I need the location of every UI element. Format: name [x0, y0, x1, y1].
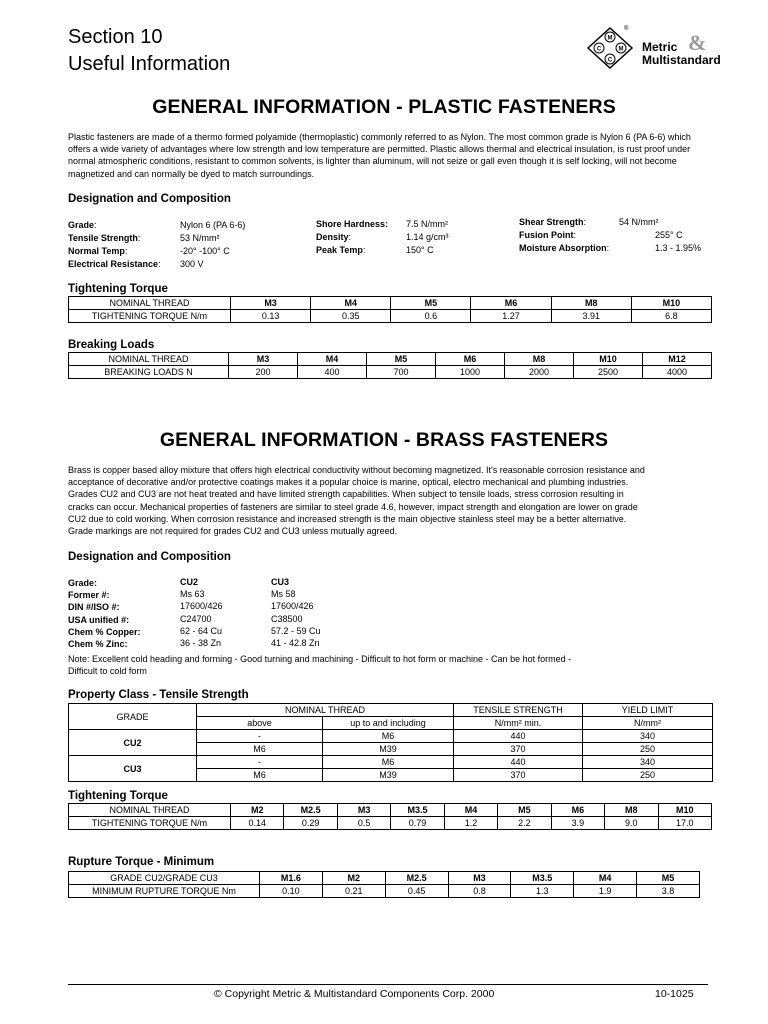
property-class-table	[68, 703, 713, 782]
table-cell: 0.21	[322, 885, 385, 898]
table-header-cell: M5	[498, 804, 551, 817]
table-header-row	[69, 804, 712, 817]
designation-item: Ms 63	[180, 589, 205, 600]
table-cell: 340	[583, 756, 713, 769]
table-cell: 370	[454, 769, 583, 782]
table-header-cell: M4	[444, 804, 497, 817]
table-row	[69, 756, 713, 769]
table-cell: 0.79	[391, 817, 444, 830]
intro-line: cracks can occur. Mechanical properties of fasteners are similar to steel grade 4.6, however, impact strength and elongation are lower on grade	[68, 501, 638, 512]
table-cell: 250	[583, 743, 713, 756]
table-header-cell: GRADE CU2/GRADE CU3	[69, 872, 260, 885]
table-cell: 3.9	[551, 817, 604, 830]
table-header-cell: M4	[298, 353, 367, 366]
property-label	[68, 232, 180, 245]
property-row	[68, 245, 245, 258]
logo-letter: C	[596, 46, 602, 53]
table-header-row	[69, 297, 712, 310]
property-label-text: Density	[316, 232, 349, 242]
table-row	[69, 366, 712, 379]
plastic-torque-heading: Tightening Torque	[68, 283, 168, 295]
property-label-text: Electrical Resistance	[68, 259, 159, 269]
property-label	[519, 229, 619, 242]
table-header-cell: M3	[448, 872, 511, 885]
table-row	[69, 730, 713, 743]
designation-item: 57.2 - 59 Cu	[271, 625, 321, 636]
designation-item: 41 - 42.8 Zn	[271, 637, 320, 648]
property-label	[68, 219, 180, 232]
table-header-cell: M10	[631, 297, 711, 310]
mcmc-diamond-icon	[584, 26, 640, 70]
property-label-text: Grade	[68, 220, 95, 230]
property-value: 1.3 - 1.95%	[655, 243, 702, 253]
plastic-props-col1	[68, 219, 245, 271]
table-header-cell: M8	[605, 804, 658, 817]
table-cell: 0.45	[385, 885, 448, 898]
table-header-cell: M8	[505, 353, 574, 366]
property-value: 53 N/mm²	[180, 233, 220, 243]
logo-letter: M	[618, 46, 624, 53]
copyright-text: © Copyright Metric & Multistandard Components Corp. 2000	[214, 988, 495, 1000]
table-cell: M6	[197, 769, 323, 782]
designation-item: Chem % Copper:	[68, 626, 141, 637]
brass-torque-table	[68, 803, 712, 830]
table-cell: 400	[298, 366, 367, 379]
grade-cell: CU2	[69, 730, 197, 756]
rupture-torque-heading: Rupture Torque - Minimum	[68, 856, 215, 868]
table-header-cell: M2	[322, 872, 385, 885]
table-row	[69, 817, 712, 830]
table-header-cell: M3	[337, 804, 390, 817]
intro-line: acceptance of decorative and/or protective coatings makes it a popular choice is marine, optical, electro mechanical and plumbing industries.	[68, 477, 629, 488]
brass-title: GENERAL INFORMATION - BRASS FASTENERS	[159, 429, 609, 451]
table-row	[69, 310, 712, 323]
designation-item: Ms 58	[271, 589, 296, 600]
table-header-cell: M12	[643, 353, 712, 366]
table-cell: 1.2	[444, 817, 497, 830]
property-value: 150° C	[406, 245, 434, 255]
table-cell: 6.8	[631, 310, 711, 323]
intro-line: Grades CU2 and CU3 are not heat treated and have limited strength capabilities. When subject to tensile loads, stress corrosion resulting in	[68, 489, 624, 500]
table-header-cell: NOMINAL THREAD	[69, 804, 231, 817]
grade-cell: CU3	[69, 756, 197, 782]
upto-header: up to and including	[323, 717, 454, 730]
table-cell: MINIMUM RUPTURE TORQUE Nm	[69, 885, 260, 898]
property-label	[68, 258, 180, 271]
brass-designation-heading: Designation and Composition	[68, 551, 231, 563]
table-cell: 370	[454, 743, 583, 756]
table-cell: 0.29	[284, 817, 337, 830]
registered-mark: ®	[624, 26, 629, 32]
table-header-cell: M5	[391, 297, 471, 310]
table-row	[69, 885, 700, 898]
above-header: above	[197, 717, 323, 730]
rupture-torque-table	[68, 871, 700, 898]
designation-item: CU2	[180, 577, 199, 587]
property-label	[68, 245, 180, 258]
table-cell: 250	[583, 769, 713, 782]
property-row	[68, 258, 245, 271]
property-sep: :	[573, 230, 577, 240]
property-sep: :	[583, 217, 587, 227]
company-logo	[584, 26, 754, 70]
property-label	[316, 218, 406, 231]
table-cell: 2.2	[498, 817, 551, 830]
table-cell: 0.14	[231, 817, 284, 830]
property-sep: :	[606, 243, 610, 253]
tensile-strength-header: TENSILE STRENGTH	[454, 704, 583, 717]
brass-designation-cu2	[180, 576, 223, 649]
table-cell: TIGHTENING TORQUE N/m	[69, 817, 231, 830]
plastic-designation-heading: Designation and Composition	[68, 193, 231, 205]
yield-unit: N/mm²	[583, 717, 713, 730]
table-header-row	[69, 872, 700, 885]
property-row	[316, 218, 449, 231]
table-cell: 700	[367, 366, 436, 379]
designation-item: DIN #/ISO #:	[68, 602, 120, 613]
logo-ampersand: &	[688, 30, 707, 55]
table-cell: 17.0	[658, 817, 712, 830]
table-header-cell: M3	[229, 353, 298, 366]
table-cell: -	[197, 756, 323, 769]
property-sep: :	[137, 233, 141, 243]
property-row	[68, 232, 245, 245]
property-row	[519, 229, 701, 242]
table-header-cell: M2.5	[284, 804, 337, 817]
designation-item: USA unified #:	[68, 614, 130, 625]
table-cell: 0.13	[231, 310, 311, 323]
table-header-cell: M10	[658, 804, 712, 817]
table-cell: M39	[323, 769, 454, 782]
property-label-text: Shore Hardness:	[316, 219, 389, 229]
table-cell: 440	[454, 730, 583, 743]
designation-item: Former #:	[68, 590, 110, 601]
section-number: Section 10	[68, 26, 163, 48]
brass-designation-cu3	[271, 576, 321, 649]
property-sep: :	[94, 220, 97, 230]
table-cell: 340	[583, 730, 713, 743]
table-header-cell: M1.6	[260, 872, 323, 885]
property-value: Nylon 6 (PA 6-6)	[180, 220, 246, 230]
designation-item: C38500	[271, 613, 303, 624]
table-header-cell: M6	[551, 804, 604, 817]
table-cell: 9.0	[605, 817, 658, 830]
designation-item: Grade:	[68, 578, 98, 588]
table-header-cell: M3.5	[511, 872, 574, 885]
table-header-cell: M8	[551, 297, 631, 310]
plastic-torque-table	[68, 296, 712, 323]
property-label-text: Peak Temp	[316, 245, 363, 255]
table-cell: -	[197, 730, 323, 743]
plastic-title: GENERAL INFORMATION - PLASTIC FASTENERS	[152, 96, 616, 118]
plastic-loads-heading: Breaking Loads	[68, 339, 155, 351]
table-header-cell: M2.5	[385, 872, 448, 885]
table-header-cell: M5	[367, 353, 436, 366]
intro-line: Brass is copper based alloy mixture that offers high electrical conductivity without becoming magnetized. It's reasonable corrosion resistance and	[68, 465, 645, 475]
intro-line: Grade markings are not required for grades CU2 and CU3 unless mutually agreed.	[68, 526, 398, 537]
table-header-cell: M3	[231, 297, 311, 310]
property-value: 1.14 g/cm³	[406, 232, 449, 242]
property-row	[519, 242, 701, 255]
property-label-text: Moisture Absorption	[519, 243, 607, 253]
table-cell: 440	[454, 756, 583, 769]
designation-item: CU3	[271, 577, 290, 587]
table-header-cell: M6	[471, 297, 551, 310]
plastic-loads-table	[68, 352, 712, 379]
brass-designation-labels	[68, 577, 141, 650]
table-header-cell: M4	[574, 872, 637, 885]
table-cell: TIGHTENING TORQUE N/m	[69, 310, 231, 323]
designation-item: 17600/426	[180, 601, 223, 612]
table-cell: 200	[229, 366, 298, 379]
property-label-text: Normal Temp	[68, 246, 125, 256]
brass-note-line2: Difficult to cold form	[68, 666, 147, 676]
nominal-thread-header: NOMINAL THREAD	[197, 704, 454, 717]
table-cell: M6	[197, 743, 323, 756]
property-value: -20° -100° C	[180, 246, 230, 256]
property-label	[519, 242, 619, 255]
property-sep: :	[158, 259, 161, 269]
logo-letter: C	[607, 57, 613, 64]
table-cell: M6	[323, 730, 454, 743]
brass-note	[68, 653, 708, 677]
designation-item: 36 - 38 Zn	[180, 637, 222, 648]
table-cell: 1000	[436, 366, 505, 379]
property-label-text: Shear Strength	[519, 217, 584, 227]
table-cell: 4000	[643, 366, 712, 379]
table-cell: 1.9	[574, 885, 637, 898]
property-sep: :	[124, 246, 128, 256]
intro-line: CU2 due to cold working. When corrosion resistance and increased strength is the main objective stainless steel may be a better alternative.	[68, 513, 627, 524]
property-label	[519, 216, 619, 229]
table-header-cell: NOMINAL THREAD	[69, 297, 231, 310]
table-header-cell: M10	[574, 353, 643, 366]
table-cell: 3.91	[551, 310, 631, 323]
logo-letter: M	[607, 35, 613, 42]
property-row	[316, 244, 449, 257]
table-cell: 2000	[505, 366, 574, 379]
tensile-unit: N/mm² min.	[454, 717, 583, 730]
designation-item: C24700	[180, 613, 212, 624]
section-subtitle: Useful Information	[68, 53, 231, 75]
property-class-heading: Property Class - Tensile Strength	[68, 689, 249, 701]
table-cell: 3.8	[637, 885, 700, 898]
property-value: 300 V	[180, 259, 204, 269]
property-row	[519, 216, 701, 229]
table-cell: 0.8	[448, 885, 511, 898]
property-sep: :	[348, 232, 352, 242]
table-header-cell: M2	[231, 804, 284, 817]
table-header-cell: M3.5	[391, 804, 444, 817]
table-cell: 0.10	[260, 885, 323, 898]
plastic-intro: Plastic fasteners are made of a thermo formed polyamide (thermoplastic) commonly referred to as Nylon. The most common grade is Nylon 6 (PA 6-6) which offers a wide variety of advantages where low strength and low temperature are permitted. Plastic allows thermal and electrical insulation, is rust proof under normal atmospheric conditions, resistant to common solvents, is lighter than aluminum, will not seize or gall even though it is self locking, will not become magnetized and can normally be dyed to match surroundings.	[68, 132, 691, 179]
table-cell: 0.35	[311, 310, 391, 323]
table-cell: 1.27	[471, 310, 551, 323]
footer-rule	[68, 984, 708, 985]
property-label-text: Fusion Point	[519, 230, 574, 240]
yield-limit-header: YIELD LIMIT	[583, 704, 713, 717]
property-row	[316, 231, 449, 244]
plastic-props-col2	[316, 218, 449, 257]
property-row	[68, 219, 245, 232]
property-value: 255° C	[655, 230, 683, 240]
designation-item: 17600/426	[271, 601, 314, 612]
logo-name-line2: Multistandard	[642, 53, 721, 67]
table-cell: 2500	[574, 366, 643, 379]
table-cell: 0.6	[391, 310, 471, 323]
table-cell: 0.5	[337, 817, 390, 830]
page-number: 10-1025	[655, 988, 694, 1000]
designation-item: 62 - 64 Cu	[180, 625, 223, 636]
grade-header: GRADE	[69, 704, 197, 730]
table-header-cell: M6	[436, 353, 505, 366]
table-header-row	[69, 353, 712, 366]
table-cell: 1.3	[511, 885, 574, 898]
property-label-text: Tensile Strength	[68, 233, 138, 243]
table-cell: M39	[323, 743, 454, 756]
property-label	[316, 231, 406, 244]
brass-torque-heading: Tightening Torque	[68, 790, 168, 802]
designation-item: Chem % Zinc:	[68, 638, 128, 649]
property-label	[316, 244, 406, 257]
brass-intro	[68, 464, 708, 537]
table-header-cell: NOMINAL THREAD	[69, 353, 229, 366]
logo-name-line1: Metric	[642, 40, 678, 54]
property-sep: :	[362, 245, 366, 255]
table-cell: BREAKING LOADS N	[69, 366, 229, 379]
brass-note-line1: Note: Excellent cold heading and forming - Good turning and machining - Difficult to hot form or machine - Can be hot formed -	[68, 654, 572, 664]
property-value: 54 N/mm²	[619, 217, 659, 227]
table-header-cell: M4	[311, 297, 391, 310]
table-cell: M6	[323, 756, 454, 769]
table-header-cell: M5	[637, 872, 700, 885]
plastic-props-col3	[519, 216, 701, 255]
property-value: 7.5 N/mm²	[406, 219, 449, 229]
